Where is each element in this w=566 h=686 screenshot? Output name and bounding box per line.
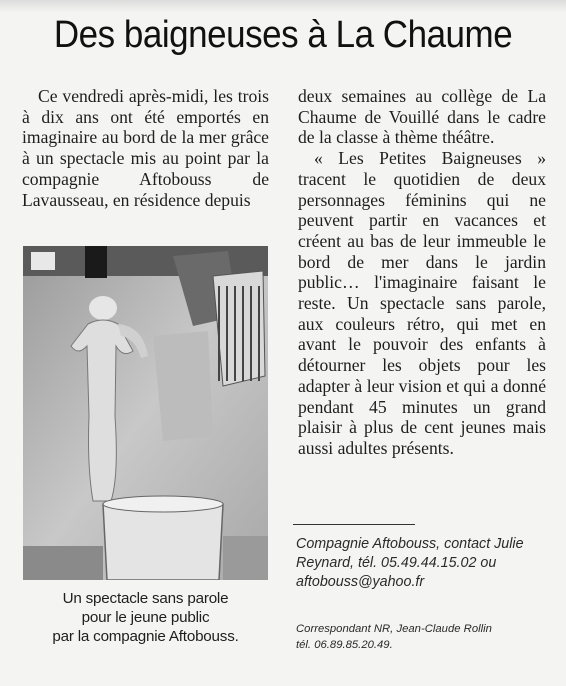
caption-line: par la compagnie Aftobouss. xyxy=(52,628,239,645)
correspondent-phone: tél. 06.89.85.20.49. xyxy=(296,639,393,651)
contact-info xyxy=(296,535,546,592)
correspondent-name: Correspondant NR, Jean-Claude Rollin xyxy=(296,623,492,635)
caption-line: Un spectacle sans parole xyxy=(62,590,229,607)
performer-photo-illustration xyxy=(23,246,268,580)
correspondent-credit xyxy=(296,621,546,653)
divider xyxy=(293,524,415,525)
article-photo xyxy=(23,246,268,580)
article-paragraph: Ce vendredi après-midi, les trois à dix ans ont été emportés en imaginaire au bord de la mer grâce à un spectacle mis au point par la compagnie Aftobouss de Lavausseau, en résidence depuis xyxy=(22,86,269,210)
scan-edge xyxy=(0,0,566,12)
article-column-left xyxy=(22,86,269,210)
photo-caption xyxy=(22,589,269,646)
headline: Des baigneuses à La Chaume xyxy=(53,14,513,56)
contact-line: Reynard, tél. 05.49.44.15.02 ou xyxy=(296,555,497,571)
article-paragraph: « Les Petites Baigneuses » tracent le quotidien de deux personnages féminins qui ne peuvent partir en vacances et créent au bas de leur immeuble le bord de mer dans le jardin public… l'imaginaire faisant le reste. Un spectacle sans parole, aux couleurs rétro, qui met en avant le pouvoir des enfants à détourner les objets pour les adapter à leur vision et qui a donné pendant 45 minutes un grand plaisir à plus de cent jeunes mais aussi adultes présents. xyxy=(298,148,546,458)
article-column-right xyxy=(298,86,546,459)
article-paragraph: deux semaines au collège de La Chaume de Vouillé dans le cadre de la classe à thème théâtre. xyxy=(298,86,546,148)
contact-line: Compagnie Aftobouss, contact Julie xyxy=(296,536,524,552)
caption-line: pour le jeune public xyxy=(81,609,210,626)
contact-email: aftobouss@yahoo.fr xyxy=(296,574,425,590)
